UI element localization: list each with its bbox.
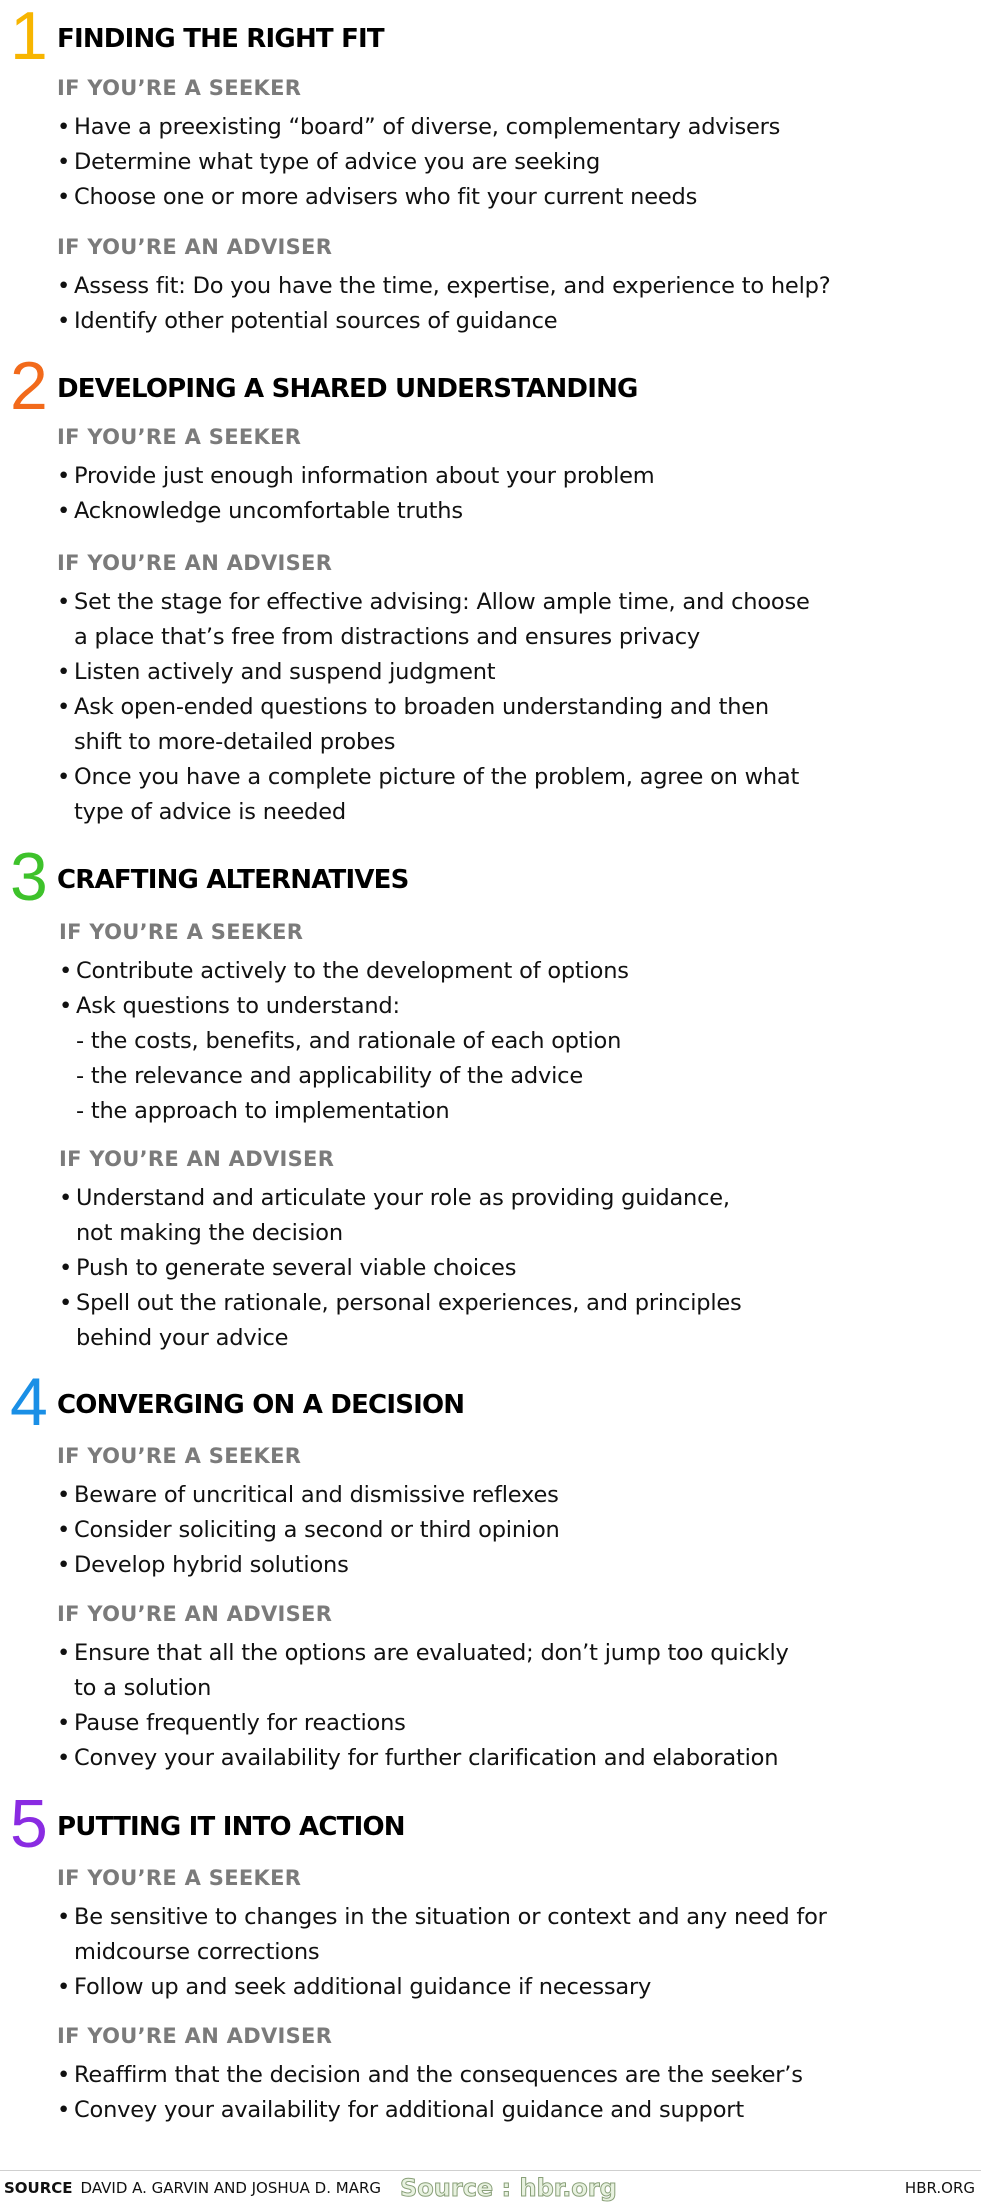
step-5-seeker-group xyxy=(57,1866,957,2005)
adviser-label: IF YOU’RE AN ADVISER xyxy=(59,1147,335,1171)
list-item: • Once you have a complete picture of the problem, agree on what type of advice is needed xyxy=(57,760,957,830)
list-item: • Be sensitive to changes in the situation or context and any need for midcourse corrections xyxy=(57,1900,957,1970)
site-link[interactable]: HBR.ORG xyxy=(904,2179,975,2197)
list-item: • Push to generate several viable choices xyxy=(59,1251,959,1286)
list-item: • Ask questions to understand: - the costs, benefits, and rationale of each option - the relevance and applicability of the advice - the approach to implementation xyxy=(59,989,959,1129)
step-3-seeker-group xyxy=(59,920,959,1129)
step-4-seeker-group xyxy=(57,1444,957,1583)
list-item: • Assess fit: Do you have the time, expertise, and experience to help? xyxy=(57,269,957,304)
source-credit xyxy=(4,2173,381,2203)
step-5-title: PUTTING IT INTO ACTION xyxy=(57,1812,405,1842)
seeker-label: IF YOU’RE A SEEKER xyxy=(57,1444,302,1468)
list-item: • Provide just enough information about your problem xyxy=(57,459,957,494)
step-1-adviser-group xyxy=(57,235,957,339)
step-4-adviser-list xyxy=(57,1636,957,1776)
list-item: • Contribute actively to the development of options xyxy=(59,954,959,989)
adviser-label: IF YOU’RE AN ADVISER xyxy=(57,551,333,575)
step-2-adviser-list xyxy=(57,585,957,830)
step-1-title: FINDING THE RIGHT FIT xyxy=(57,24,384,54)
list-item: • Ensure that all the options are evaluated; don’t jump too quickly to a solution xyxy=(57,1636,957,1706)
list-item: • Consider soliciting a second or third opinion xyxy=(57,1513,957,1548)
watermark: Source : hbr.org xyxy=(400,2174,617,2202)
step-3-number: 3 xyxy=(10,839,48,915)
step-2-number: 2 xyxy=(10,348,48,424)
step-2-seeker-list xyxy=(57,459,957,529)
seeker-label: IF YOU’RE A SEEKER xyxy=(59,920,304,944)
list-item: • Convey your availability for additional guidance and support xyxy=(57,2093,957,2128)
step-4-adviser-group xyxy=(57,1602,957,1776)
step-1-number: 1 xyxy=(10,0,48,74)
source-authors: DAVID A. GARVIN AND JOSHUA D. MARG xyxy=(80,2179,382,2197)
list-item: • Have a preexisting “board” of diverse, complementary advisers xyxy=(57,110,957,145)
step-3-adviser-group xyxy=(59,1147,959,1356)
list-item: • Choose one or more advisers who fit your current needs xyxy=(57,180,957,215)
step-2-seeker-group xyxy=(57,425,957,529)
step-2-title: DEVELOPING A SHARED UNDERSTANDING xyxy=(57,374,638,404)
step-1-seeker-list xyxy=(57,110,957,215)
step-5-seeker-list xyxy=(57,1900,957,2005)
step-4-title: CONVERGING ON A DECISION xyxy=(57,1390,465,1420)
step-2-adviser-group xyxy=(57,551,957,830)
list-item: • Develop hybrid solutions xyxy=(57,1548,957,1583)
list-item: • Spell out the rationale, personal experiences, and principles behind your advice xyxy=(59,1286,959,1356)
list-item: • Acknowledge uncomfortable truths xyxy=(57,494,957,529)
step-4-seeker-list xyxy=(57,1478,957,1583)
seeker-label: IF YOU’RE A SEEKER xyxy=(57,425,302,449)
step-5-adviser-list xyxy=(57,2058,957,2128)
list-item: • Listen actively and suspend judgment xyxy=(57,655,957,690)
seeker-label: IF YOU’RE A SEEKER xyxy=(57,76,302,100)
list-item: • Pause frequently for reactions xyxy=(57,1706,957,1741)
source-label: SOURCE xyxy=(4,2179,73,2197)
list-item: • Understand and articulate your role as providing guidance, not making the decision xyxy=(59,1181,959,1251)
list-item: • Identify other potential sources of guidance xyxy=(57,304,957,339)
step-3-adviser-list xyxy=(59,1181,959,1356)
source-footer xyxy=(0,2170,981,2203)
step-1-seeker-group xyxy=(57,76,957,215)
adviser-label: IF YOU’RE AN ADVISER xyxy=(57,235,333,259)
step-5-adviser-group xyxy=(57,2024,957,2128)
adviser-label: IF YOU’RE AN ADVISER xyxy=(57,2024,333,2048)
seeker-label: IF YOU’RE A SEEKER xyxy=(57,1866,302,1890)
step-1-adviser-list xyxy=(57,269,957,339)
adviser-label: IF YOU’RE AN ADVISER xyxy=(57,1602,333,1626)
list-item: • Set the stage for effective advising: Allow ample time, and choose a place that’s free from distractions and ensures privacy xyxy=(57,585,957,655)
list-item: • Follow up and seek additional guidance if necessary xyxy=(57,1970,957,2005)
list-item: • Beware of uncritical and dismissive reflexes xyxy=(57,1478,957,1513)
step-3-title: CRAFTING ALTERNATIVES xyxy=(57,865,409,895)
list-item: • Ask open-ended questions to broaden understanding and then shift to more-detailed probes xyxy=(57,690,957,760)
step-3-seeker-list xyxy=(59,954,959,1129)
list-item: • Reaffirm that the decision and the consequences are the seeker’s xyxy=(57,2058,957,2093)
list-item: • Convey your availability for further clarification and elaboration xyxy=(57,1741,957,1776)
list-item: • Determine what type of advice you are seeking xyxy=(57,145,957,180)
step-4-number: 4 xyxy=(10,1364,48,1440)
step-5-number: 5 xyxy=(10,1786,48,1862)
